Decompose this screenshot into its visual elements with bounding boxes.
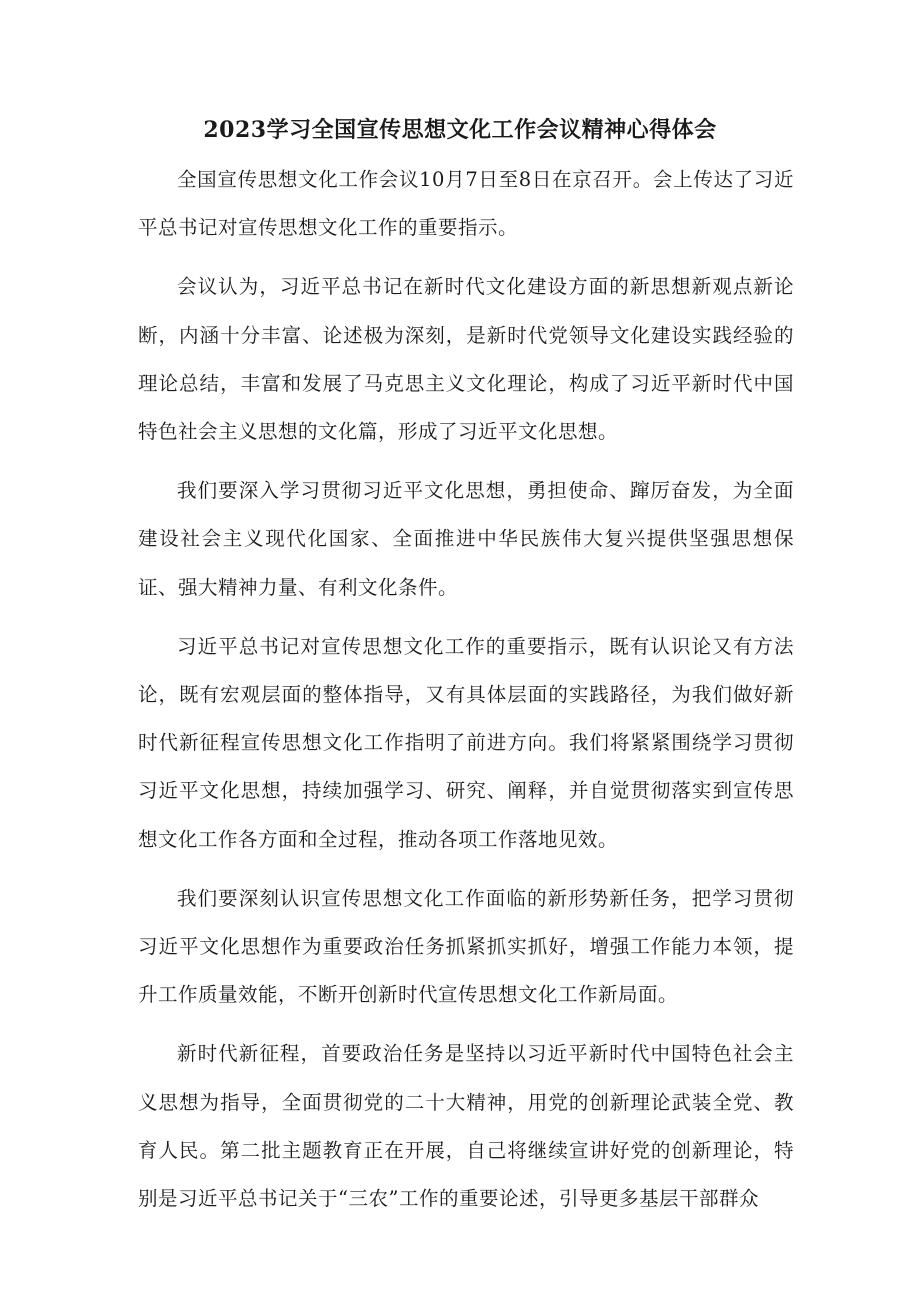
- document-body: [138, 156, 794, 1234]
- paragraph-5: 我们要深刻认识宣传思想文化工作面临的新形势新任务，把学习贯彻习近平文化思想作为重要政治任务抓紧抓实抓好，增强工作能力本领，提升工作质量效能，不断开创新时代宣传思想文化工作新局面。: [138, 886, 794, 1007]
- paragraph-1: 全国宣传思想文化工作会议10月7日至8日在京召开。会上传达了习近平总书记对宣传思想文化工作的重要指示。: [138, 168, 794, 240]
- paragraph-2: 会议认为，习近平总书记在新时代文化建设方面的新思想新观点新论断，内涵十分丰富、论述极为深刻，是新时代党领导文化建设实践经验的理论总结，丰富和发展了马克思主义文化理论，构成了习近平新时代中国特色社会主义思想的文化篇，形成了习近平文化思想。: [138, 275, 794, 444]
- paragraph-3: 我们要深入学习贯彻习近平文化思想，勇担使命、蹿厉奋发，为全面建设社会主义现代化国家、全面推进中华民族伟大复兴提供坚强思想保证、强大精神力量、有利文化条件。: [138, 479, 794, 599]
- paragraph-6: 新时代新征程，首要政治任务是坚持以习近平新时代中国特色社会主义思想为指导，全面贯彻党的二十大精神，用党的创新理论武装全党、教育人民。第二批主题教育正在开展，自己将继续宣讲好党的创新理论，特别是习近平总书记关于“三农”工作的重要论述，引导更多基层干部群众: [138, 1042, 794, 1211]
- paragraph-4: 习近平总书记对宣传思想文化工作的重要指示，既有认识论又有方法论，既有宏观层面的整体指导，又有具体层面的实践路径，为我们做好新时代新征程宣传思想文化工作指明了前进方向。我们将紧紧围绕学习贯彻习近平文化思想，持续加强学习、研究、阐释，并自觉贯彻落实到宣传思想文化工作各方面和全过程，推动各项工作落地见效。: [138, 634, 794, 851]
- document-title: 2023学习全国宣传思想文化工作会议精神心得体会: [203, 117, 717, 143]
